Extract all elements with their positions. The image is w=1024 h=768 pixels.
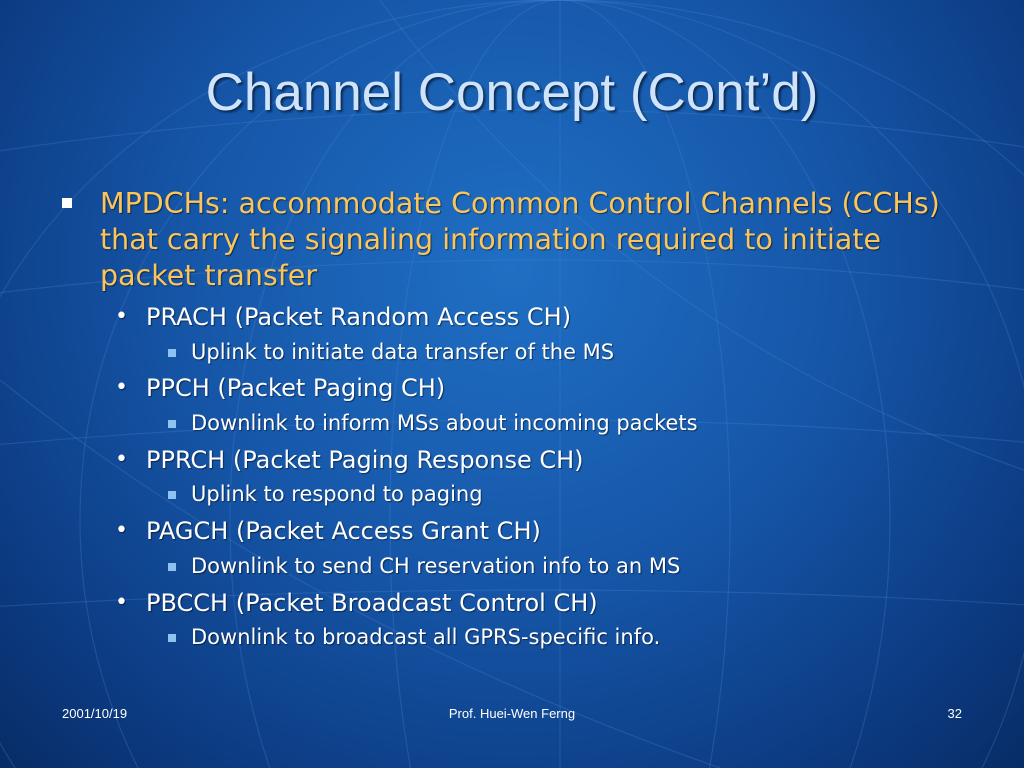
channel-item-label: PRACH (Packet Random Access CH)	[146, 303, 572, 331]
main-bullet-text: MPDCHs: accommodate Common Control Channels (CCHs) that carry the signaling information required to initiate packet transfer	[100, 187, 940, 292]
channel-item-label: PPRCH (Packet Paging Response CH)	[146, 446, 584, 474]
channel-item	[115, 588, 598, 618]
dot-bullet-icon: •	[115, 375, 128, 400]
channel-subitem	[191, 553, 680, 579]
channel-item	[115, 445, 584, 475]
channel-subitem	[191, 410, 698, 436]
square-bullet-icon	[62, 198, 72, 208]
channel-subitem-text: Downlink to send CH reservation info to an MS	[191, 554, 681, 578]
small-square-bullet-icon	[168, 420, 176, 428]
channel-item-label: PPCH (Packet Paging CH)	[146, 374, 446, 402]
channel-subitem-text: Uplink to initiate data transfer of the MS	[191, 340, 615, 364]
dot-bullet-icon: •	[115, 304, 128, 329]
dot-bullet-icon: •	[115, 590, 128, 615]
dot-bullet-icon: •	[115, 518, 128, 543]
footer-date: 2001/10/19	[62, 706, 128, 721]
small-square-bullet-icon	[168, 491, 176, 499]
small-square-bullet-icon	[168, 563, 176, 571]
channel-item	[115, 516, 541, 546]
channel-subitem-text: Uplink to respond to paging	[191, 482, 483, 506]
slide-title: Channel Concept (Cont’d)	[205, 63, 819, 122]
channel-subitem-text: Downlink to broadcast all GPRS-specific info.	[191, 625, 661, 649]
channel-item	[115, 302, 572, 332]
channel-subitem-text: Downlink to inform MSs about incoming packets	[191, 411, 698, 435]
dot-bullet-icon: •	[115, 447, 128, 472]
channel-item-label: PBCCH (Packet Broadcast Control CH)	[146, 589, 598, 617]
footer-page-number: 32	[947, 706, 962, 721]
channel-subitem	[191, 339, 614, 365]
small-square-bullet-icon	[168, 349, 176, 357]
small-square-bullet-icon	[168, 634, 176, 642]
main-bullet	[100, 186, 940, 294]
channel-subitem	[191, 481, 483, 507]
channel-item-label: PAGCH (Packet Access Grant CH)	[146, 517, 541, 545]
footer-author: Prof. Huei-Wen Ferng	[448, 706, 576, 721]
channel-subitem	[191, 624, 660, 650]
channel-item	[115, 373, 446, 403]
